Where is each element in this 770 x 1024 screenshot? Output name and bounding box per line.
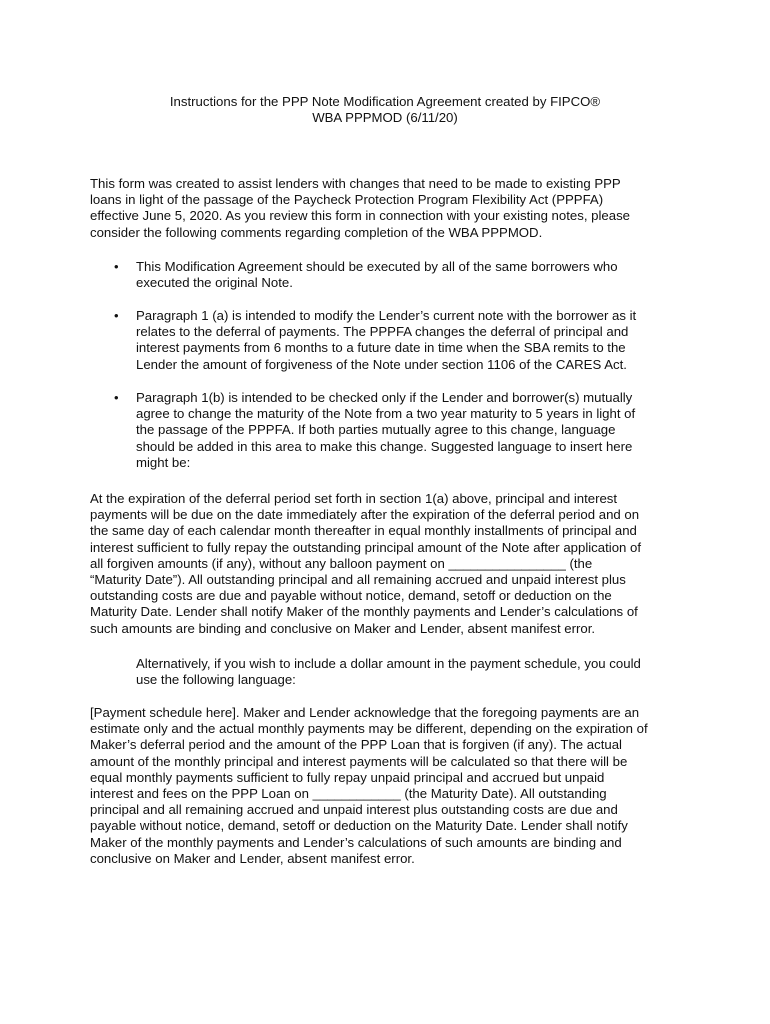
- bullet-icon: •: [114, 259, 119, 274]
- alternative-language-paragraph: [Payment schedule here]. Maker and Lender acknowledge that the foregoing payments are an estimate only and the actual monthly payments may be different, depending on the expiration of Maker’s deferral period and the amount of the PPP Loan that is forgiven (if any). The actual amount of the monthly principal and interest payments will be calculated so that there will be equal monthly payments sufficient to fully repay unpaid principal and accrued but unpaid interest and fees on the PPP Loan on ____________ (the Maturity Date). All outstanding principal and all remaining accrued and unpaid interest plus outstanding costs are due and payable without notice, demand, setoff or deduction on the Maturity Date. Lender shall notify Maker of the monthly payments and Lender’s calculations of such amounts are binding and conclusive on Maker and Lender, absent manifest error.: [90, 705, 648, 866]
- bullet-item-execution: This Modification Agreement should be executed by all of the same borrowers who executed the original Note.: [136, 259, 618, 291]
- bullet-item-paragraph-1a: Paragraph 1 (a) is intended to modify the Lender’s current note with the borrower as it relates to the deferral of payments. The PPPFA changes the deferral of principal and interest payments from 6 months to a future date in time when the SBA remits to the Lender the amount of forgiveness of the Note under section 1106 of the CARES Act.: [136, 308, 637, 372]
- bullet-icon: •: [114, 308, 119, 323]
- alternative-intro-paragraph: Alternatively, if you wish to include a dollar amount in the payment schedule, you could use the following language:: [136, 656, 641, 688]
- suggested-language-paragraph: At the expiration of the deferral period set forth in section 1(a) above, principal and interest payments will be due on the date immediately after the expiration of the deferral period and on the same day of each calendar month thereafter in equal monthly installments of principal and interest sufficient to fully repay the outstanding principal amount of the Note after application of all forgiven amounts (if any), without any balloon payment on ________________ (the “Maturity Date”). All outstanding principal and all remaining accrued and unpaid interest plus outstanding costs are due and payable without notice, demand, setoff or deduction on the Maturity Date. Lender shall notify Maker of the monthly payments and Lender’s calculations of such amounts are binding and conclusive on Maker and Lender, absent manifest error.: [90, 491, 642, 636]
- intro-paragraph: This form was created to assist lenders with changes that need to be made to existing PPP loans in light of the passage of the Paycheck Protection Program Flexibility Act (PPPFA) effective June 5, 2020. As you review this form in connection with your existing notes, please consider the following comments regarding completion of the WBA PPPMOD.: [90, 176, 631, 240]
- document-subtitle: WBA PPPMOD (6/11/20): [312, 110, 458, 125]
- document-title: Instructions for the PPP Note Modification Agreement created by FIPCO®: [169, 94, 601, 109]
- bullet-icon: •: [114, 390, 119, 405]
- bullet-item-paragraph-1b: Paragraph 1(b) is intended to be checked only if the Lender and borrower(s) mutually agree to change the maturity of the Note from a two year maturity to 5 years in light of the passage of the PPPFA. If both parties mutually agree to this change, language should be added in this area to make this change. Suggested language to insert here might be:: [136, 390, 636, 470]
